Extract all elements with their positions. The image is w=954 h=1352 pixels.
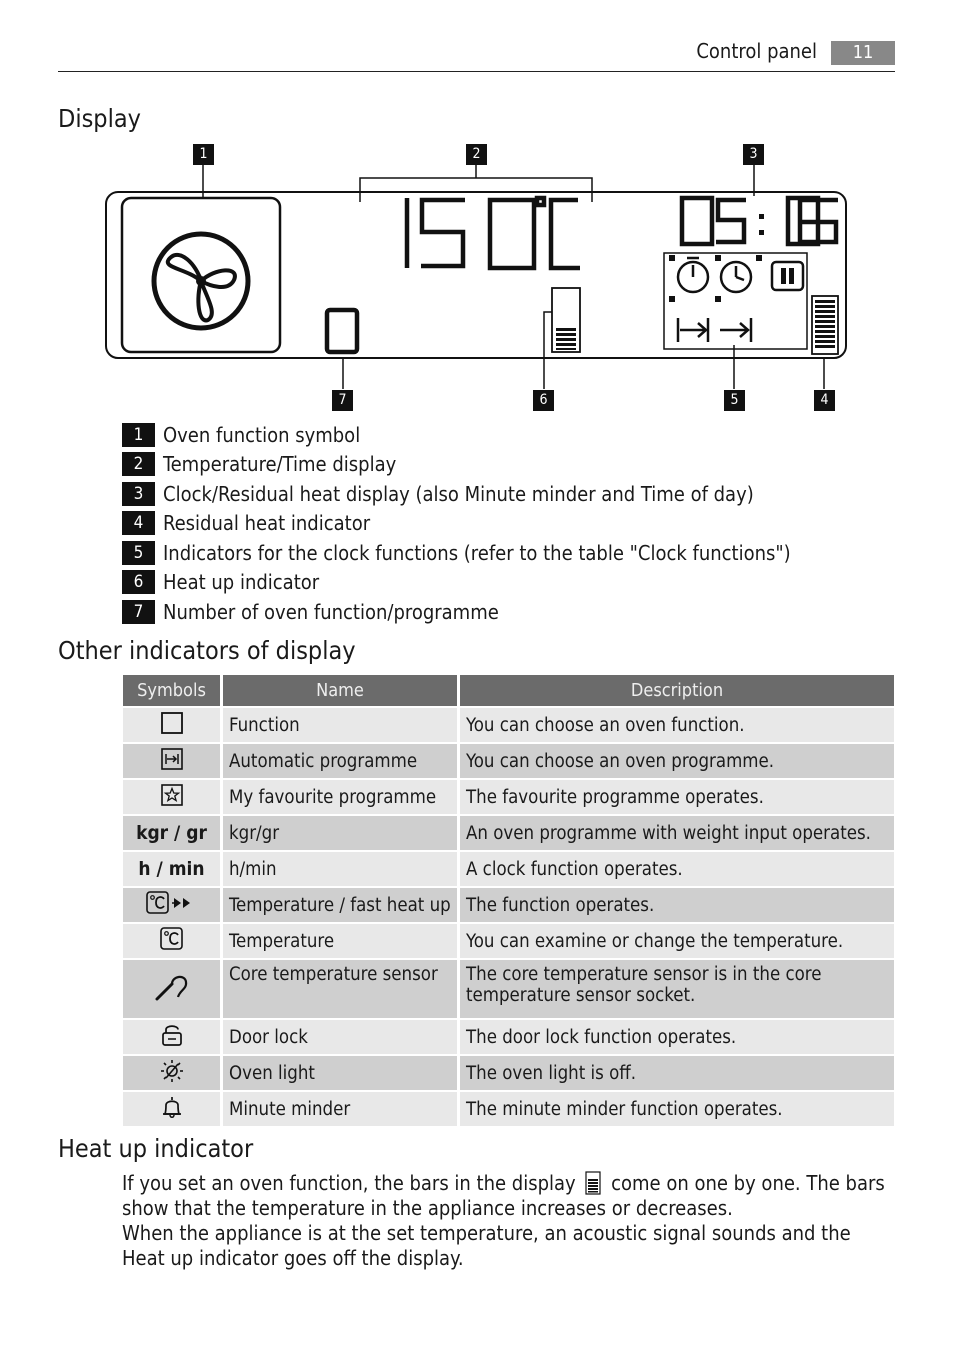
duration-icon [678, 318, 708, 342]
callout-5: 5 [724, 390, 745, 411]
star-icon [160, 783, 184, 807]
row-description: The core temperature sensor is in the core temperature sensor socket. [460, 960, 894, 1018]
table-row [123, 744, 894, 778]
fan-icon [154, 234, 248, 328]
row-description: The oven light is off. [460, 1056, 894, 1090]
core-probe-icon [152, 971, 192, 1003]
automatic-programme-icon [160, 747, 184, 771]
legend-number: 3 [122, 482, 155, 506]
row-description: You can choose an oven programme. [460, 744, 894, 778]
clock-icon [721, 262, 751, 292]
programme-digit [327, 310, 357, 352]
row-description: You can choose an oven function. [460, 708, 894, 742]
row-name: Oven light [223, 1056, 457, 1090]
celsius-fast-heat-icon [145, 890, 199, 916]
table-row [123, 708, 894, 742]
legend-number: 2 [122, 452, 155, 476]
table-row [123, 1056, 894, 1090]
legend-text: Indicators for the clock functions (refer to the table "Clock functions") [163, 541, 791, 565]
indicators-table [120, 673, 897, 1128]
legend-text: Number of oven function/programme [163, 600, 499, 624]
table-row [123, 888, 894, 922]
callout-3: 3 [743, 144, 764, 165]
temp-digits [407, 198, 580, 268]
header-rule [58, 71, 895, 72]
heat-up-bars-icon [584, 1171, 602, 1195]
h-min-icon: h / min [123, 852, 220, 886]
callout-6: 6 [533, 390, 554, 411]
col-description: Description [460, 675, 894, 706]
p1-after: come on one by one. The bars show that the temperature in the appliance increases or decreases. [122, 1171, 885, 1220]
row-description: The favourite programme operates. [460, 780, 894, 814]
square-icon [160, 711, 184, 735]
row-description: The minute minder function operates. [460, 1092, 894, 1126]
row-name: Temperature / fast heat up [223, 888, 457, 922]
table-row [123, 780, 894, 814]
heat-up-paragraph-2: When the appliance is at the set temperature, an acoustic signal sounds and the Heat up indicator goes off the display. [122, 1221, 851, 1270]
end-time-icon [720, 318, 751, 342]
display-diagram [0, 140, 954, 415]
table-row [123, 1092, 894, 1126]
heat-up-heading: Heat up indicator [58, 1134, 254, 1163]
col-symbols: Symbols [123, 675, 220, 706]
legend-number: 1 [122, 423, 155, 447]
heat-up-bars [556, 328, 576, 350]
page-number: 11 [831, 41, 895, 65]
legend-text: Residual heat indicator [163, 511, 371, 535]
row-description: You can examine or change the temperature. [460, 924, 894, 958]
row-description: A clock function operates. [460, 852, 894, 886]
legend-number: 7 [122, 600, 155, 624]
other-indicators-heading: Other indicators of display [58, 636, 356, 665]
row-name: Core temperature sensor [223, 960, 457, 1018]
row-description: An oven programme with weight input operates. [460, 816, 894, 850]
legend-text: Temperature/Time display [163, 452, 397, 476]
col-name: Name [223, 675, 457, 706]
row-name: kgr/gr [223, 816, 457, 850]
heat-up-paragraph-1 [122, 1171, 892, 1221]
table-header-row [123, 675, 894, 706]
callout-7: 7 [332, 390, 353, 411]
row-name: Door lock [223, 1020, 457, 1054]
table-row [123, 852, 894, 886]
legend-number: 4 [122, 511, 155, 535]
table-row [123, 924, 894, 958]
callout-4: 4 [814, 390, 835, 411]
row-name: My favourite programme [223, 780, 457, 814]
p1-before: If you set an oven function, the bars in the display [122, 1171, 576, 1195]
residual-heat-bars [815, 300, 835, 348]
legend-text: Clock/Residual heat display (also Minute minder and Time of day) [163, 482, 754, 506]
table-row [123, 960, 894, 1018]
callout-1: 1 [193, 144, 214, 165]
row-description: The door lock function operates. [460, 1020, 894, 1054]
row-name: Automatic programme [223, 744, 457, 778]
kgr-gr-icon: kgr / gr [123, 816, 220, 850]
legend-text: Oven function symbol [163, 423, 361, 447]
bell-icon [159, 1094, 185, 1120]
running-header: Control panel [696, 39, 817, 63]
oven-light-off-icon [159, 1058, 185, 1084]
callout-2: 2 [466, 144, 487, 165]
stopwatch-icon [678, 258, 708, 292]
legend-number: 5 [122, 541, 155, 565]
door-lock-icon [159, 1022, 185, 1048]
display-heading: Display [58, 104, 141, 133]
legend-number: 6 [122, 570, 155, 594]
row-name: h/min [223, 852, 457, 886]
leader-6 [544, 312, 552, 389]
clock-digits [682, 198, 838, 244]
pause-icon [772, 262, 803, 290]
table-row [123, 816, 894, 850]
row-name: Temperature [223, 924, 457, 958]
table-row [123, 1020, 894, 1054]
row-name: Function [223, 708, 457, 742]
heat-up-indicator [552, 288, 580, 352]
row-description: The function operates. [460, 888, 894, 922]
row-name: Minute minder [223, 1092, 457, 1126]
celsius-icon [159, 926, 185, 952]
legend-text: Heat up indicator [163, 570, 320, 594]
